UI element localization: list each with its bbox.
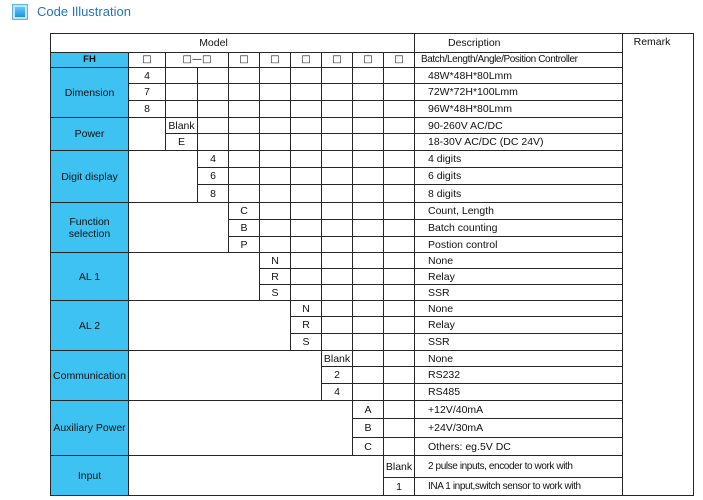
empty-cell [322,101,353,118]
empty-cell [384,220,415,237]
empty-cell [291,185,322,203]
option-code: S [291,334,322,351]
empty-cell [353,301,384,317]
option-description: RS485 [415,384,623,401]
empty-cell [260,185,291,203]
group-label: Dimension [51,68,129,118]
empty-cell [353,118,384,134]
empty-cell [384,301,415,317]
code-slot: □ [353,53,384,68]
option-code: B [353,419,384,438]
option-description: 96W*48H*80Lmm [415,101,623,118]
empty-cell [198,68,229,84]
option-code: R [291,317,322,334]
empty-cell [322,68,353,84]
empty-cell [322,334,353,351]
empty-cell [229,134,260,151]
empty-cell [384,101,415,118]
empty-cell [198,134,229,151]
option-code: Blank [322,351,353,367]
empty-cell [353,220,384,237]
option-description: Others: eg.5V DC [415,438,623,456]
option-code: 8 [198,185,229,203]
empty-cell [384,118,415,134]
empty-cell [322,203,353,220]
blank-cell [129,456,384,496]
empty-cell [322,237,353,253]
empty-cell [291,237,322,253]
empty-cell [353,84,384,101]
empty-cell [229,168,260,185]
empty-cell [353,151,384,168]
empty-cell [384,168,415,185]
empty-cell [291,134,322,151]
empty-cell [353,334,384,351]
empty-cell [229,185,260,203]
code-slot: □ [129,53,166,68]
empty-cell [291,253,322,269]
group-label: Power [51,118,129,151]
empty-cell [166,68,198,84]
empty-cell [384,269,415,285]
option-description: SSR [415,334,623,351]
empty-cell [384,438,415,456]
empty-cell [384,253,415,269]
empty-cell [353,253,384,269]
group-label: Auxiliary Power [51,401,129,456]
option-code: 6 [198,168,229,185]
option-description: Batch counting [415,220,623,237]
blank-cell [129,253,260,301]
blank-cell [129,351,322,401]
option-code: Blank [384,456,415,478]
option-description: 48W*48H*80Lmm [415,68,623,84]
option-description: 72W*72H*100Lmm [415,84,623,101]
empty-cell [291,118,322,134]
empty-cell [384,317,415,334]
option-code: A [353,401,384,419]
option-code: 4 [129,68,166,84]
empty-cell [229,68,260,84]
option-code: 1 [384,478,415,496]
option-description: Relay [415,317,623,334]
option-code: C [353,438,384,456]
blank-cell [129,151,198,203]
empty-cell [291,101,322,118]
option-description: Postion control [415,237,623,253]
empty-cell [384,68,415,84]
section-title-text: Code Illustration [37,4,131,19]
empty-cell [291,84,322,101]
option-description: 6 digits [415,168,623,185]
empty-cell [260,237,291,253]
code-slot: □ [384,53,415,68]
option-description: None [415,253,623,269]
option-description: 4 digits [415,151,623,168]
code-slot: □—□ [166,53,229,68]
option-description: Count, Length [415,203,623,220]
empty-cell [322,220,353,237]
blank-cell [129,118,166,151]
empty-cell [353,134,384,151]
empty-cell [322,269,353,285]
option-code: C [229,203,260,220]
empty-cell [384,334,415,351]
empty-cell [198,84,229,101]
empty-cell [260,84,291,101]
group-label: Digit display [51,151,129,203]
option-description: SSR [415,285,623,301]
remark-header: Remark [633,36,671,48]
code-table [50,33,694,496]
empty-cell [260,220,291,237]
empty-cell [322,285,353,301]
group-label: AL 1 [51,253,129,301]
empty-cell [322,84,353,101]
option-code: B [229,220,260,237]
option-code: 8 [129,101,166,118]
option-code: 2 [322,367,353,384]
empty-cell [166,101,198,118]
empty-cell [260,134,291,151]
empty-cell [384,285,415,301]
option-description: Relay [415,269,623,285]
empty-cell [198,101,229,118]
empty-cell [353,269,384,285]
option-description: 90-260V AC/DC [415,118,623,134]
description-header: Description [415,34,623,53]
empty-cell [322,134,353,151]
option-description: +12V/40mA [415,401,623,419]
code-slot: □ [260,53,291,68]
empty-cell [384,237,415,253]
option-code: N [260,253,291,269]
option-code: 4 [322,384,353,401]
option-code: 4 [198,151,229,168]
empty-cell [322,185,353,203]
empty-cell [353,317,384,334]
blank-cell [129,301,291,351]
empty-cell [384,185,415,203]
code-slot: □ [229,53,260,68]
empty-cell [322,118,353,134]
empty-cell [260,68,291,84]
empty-cell [353,203,384,220]
remark-column [623,34,694,496]
option-code: R [260,269,291,285]
empty-cell [198,118,229,134]
empty-cell [322,253,353,269]
empty-cell [322,168,353,185]
group-label: Input [51,456,129,496]
empty-cell [353,168,384,185]
empty-cell [384,419,415,438]
empty-cell [384,401,415,419]
option-description: INA 1 input,switch sensor to work with [415,478,623,496]
empty-cell [384,84,415,101]
empty-cell [384,367,415,384]
empty-cell [291,151,322,168]
empty-cell [384,351,415,367]
blank-cell [129,401,353,456]
option-code: 7 [129,84,166,101]
option-description: None [415,301,623,317]
empty-cell [353,384,384,401]
empty-cell [353,68,384,84]
option-description: 18-30V AC/DC (DC 24V) [415,134,623,151]
option-code: E [166,134,198,151]
empty-cell [353,367,384,384]
model-header: Model [51,34,415,53]
empty-cell [229,151,260,168]
option-description: +24V/30mA [415,419,623,438]
empty-cell [260,118,291,134]
group-label: Communication [51,351,129,401]
empty-cell [384,384,415,401]
blank-cell [129,203,229,253]
square-bullet-icon [13,5,27,19]
group-label: Function selection [51,203,129,253]
empty-cell [353,351,384,367]
empty-cell [260,168,291,185]
empty-cell [229,84,260,101]
prefix-label: FH [51,53,129,68]
empty-cell [291,168,322,185]
empty-cell [384,151,415,168]
empty-cell [291,220,322,237]
empty-cell [166,84,198,101]
option-description: 2 pulse inputs, encoder to work with [415,456,623,478]
empty-cell [353,285,384,301]
empty-cell [229,118,260,134]
empty-cell [322,317,353,334]
code-slot: □ [291,53,322,68]
empty-cell [291,285,322,301]
empty-cell [260,151,291,168]
empty-cell [384,134,415,151]
empty-cell [353,101,384,118]
option-code: P [229,237,260,253]
empty-cell [260,101,291,118]
option-description: None [415,351,623,367]
option-code: Blank [166,118,198,134]
option-code: S [260,285,291,301]
option-description: RS232 [415,367,623,384]
empty-cell [260,203,291,220]
empty-cell [353,237,384,253]
code-slot: □ [322,53,353,68]
prefix-description: Batch/Length/Angle/Position Controller [415,53,623,68]
empty-cell [322,301,353,317]
empty-cell [291,269,322,285]
empty-cell [291,203,322,220]
empty-cell [229,101,260,118]
empty-cell [322,151,353,168]
section-title [13,3,131,21]
group-label: AL 2 [51,301,129,351]
empty-cell [384,203,415,220]
empty-cell [353,185,384,203]
option-code: N [291,301,322,317]
empty-cell [291,68,322,84]
option-description: 8 digits [415,185,623,203]
